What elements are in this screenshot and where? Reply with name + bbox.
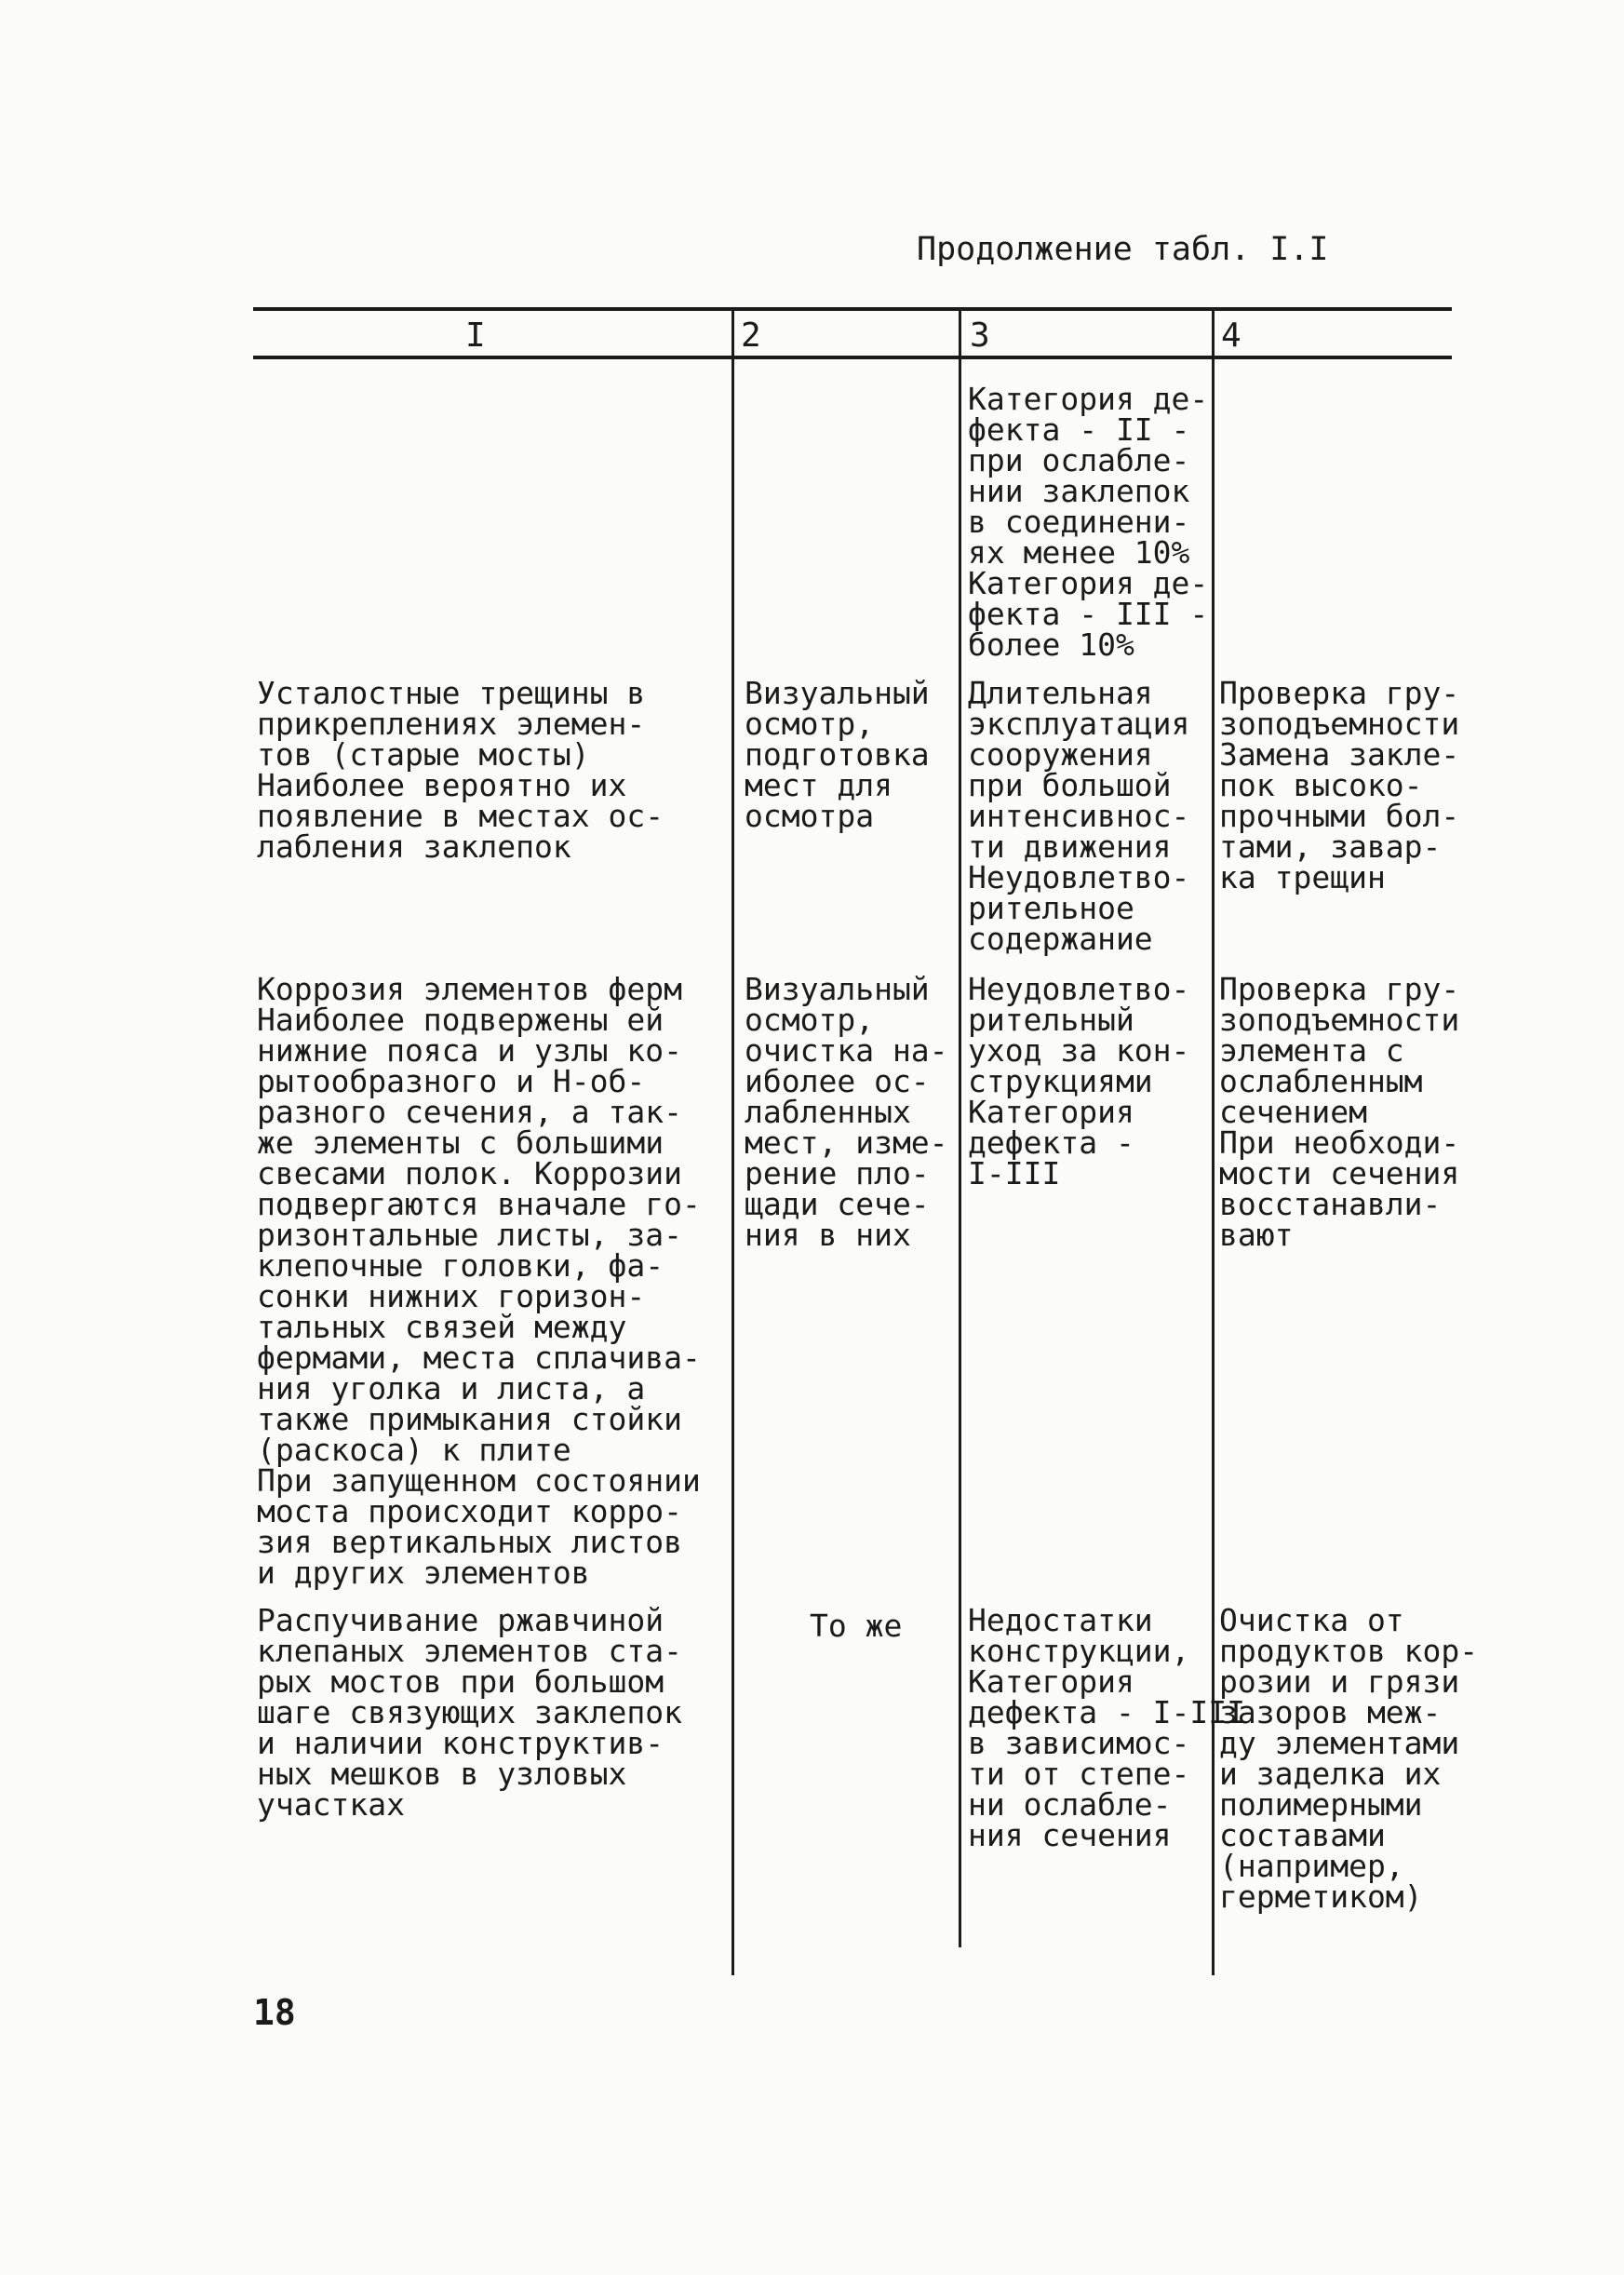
- table-header-col1: I: [465, 316, 486, 355]
- col3-continuation-note: Категория де- фекта - II - при ослабле- нии заклепок в соединени- ях менее 10% Категория де- фекта - III - более 10%: [968, 381, 1209, 663]
- table-caption: Продолжение табл. I.I: [917, 231, 1329, 268]
- table-top-rule: [253, 307, 1452, 311]
- table-header-col4: 4: [1221, 316, 1241, 355]
- row2-remedy: Проверка гру- зоподъемности элемента с ослабленным сечением При необходи- мости сечения восстанавли- вают: [1219, 971, 1460, 1253]
- row1-defect-description: Усталостные трещины в прикреплениях элемен- тов (старые мосты) Наиболее вероятно их появление в местах ос- лабления заклепок: [257, 675, 664, 865]
- row1-cause: Длительная эксплуатация сооружения при большой интенсивнос- ти движения Неудовлетво- рительное содержание: [968, 675, 1190, 957]
- table-header-col2: 2: [741, 316, 761, 355]
- row1-remedy: Проверка гру- зоподъемности Замена закле- пок высоко- прочными бол- тами, завар- ка трещин: [1219, 675, 1460, 895]
- page-number: 18: [253, 1992, 296, 2033]
- column-divider-2: [959, 309, 961, 1947]
- table-header-rule: [253, 356, 1452, 359]
- row3-inspection-method: То же: [810, 1608, 903, 1644]
- row3-remedy: Очистка от продуктов кор- розии и грязи зазоров меж- ду элементами и заделка их полимерными составами (например, герметиком): [1219, 1602, 1479, 1915]
- table-header-col3: 3: [970, 316, 990, 355]
- row1-inspection-method: Визуальный осмотр, подготовка мест для осмотра: [745, 675, 930, 834]
- column-divider-1: [731, 309, 734, 1975]
- row2-defect-description: Коррозия элементов ферм Наиболее подвержены ей нижние пояса и узлы ко- рытообразного и Н-об- разного сечения, а так- же элементы с большими свесами полок. Коррозии подвергаются вначале го- ризонтальные листы, за- клепочные головки, фа- сонки нижних горизон- тальных связей между фермами, места сплачива- ния уголка и листа, а также примыкания стойки (раскоса) к плите При запущенном состоянии моста происходит корро- зия вертикальных листов и других элементов: [257, 971, 701, 1591]
- row3-defect-description: Распучивание ржавчиной клепаных элементов ста- рых мостов при большом шаге связующих заклепок и наличии конструктив- ных мешков в узловых участках: [257, 1602, 682, 1823]
- row3-cause: Недостатки конструкции, Категория дефекта - I-III в зависимос- ти от степе- ни ослабле- ния сечения: [968, 1602, 1246, 1853]
- row2-inspection-method: Визуальный осмотр, очистка на- иболее ос- лабленных мест, изме- рение пло- щади сече- ния в них: [745, 971, 948, 1253]
- row2-cause: Неудовлетво- рительный уход за кон- струкциями Категория дефекта - I-III: [968, 971, 1190, 1191]
